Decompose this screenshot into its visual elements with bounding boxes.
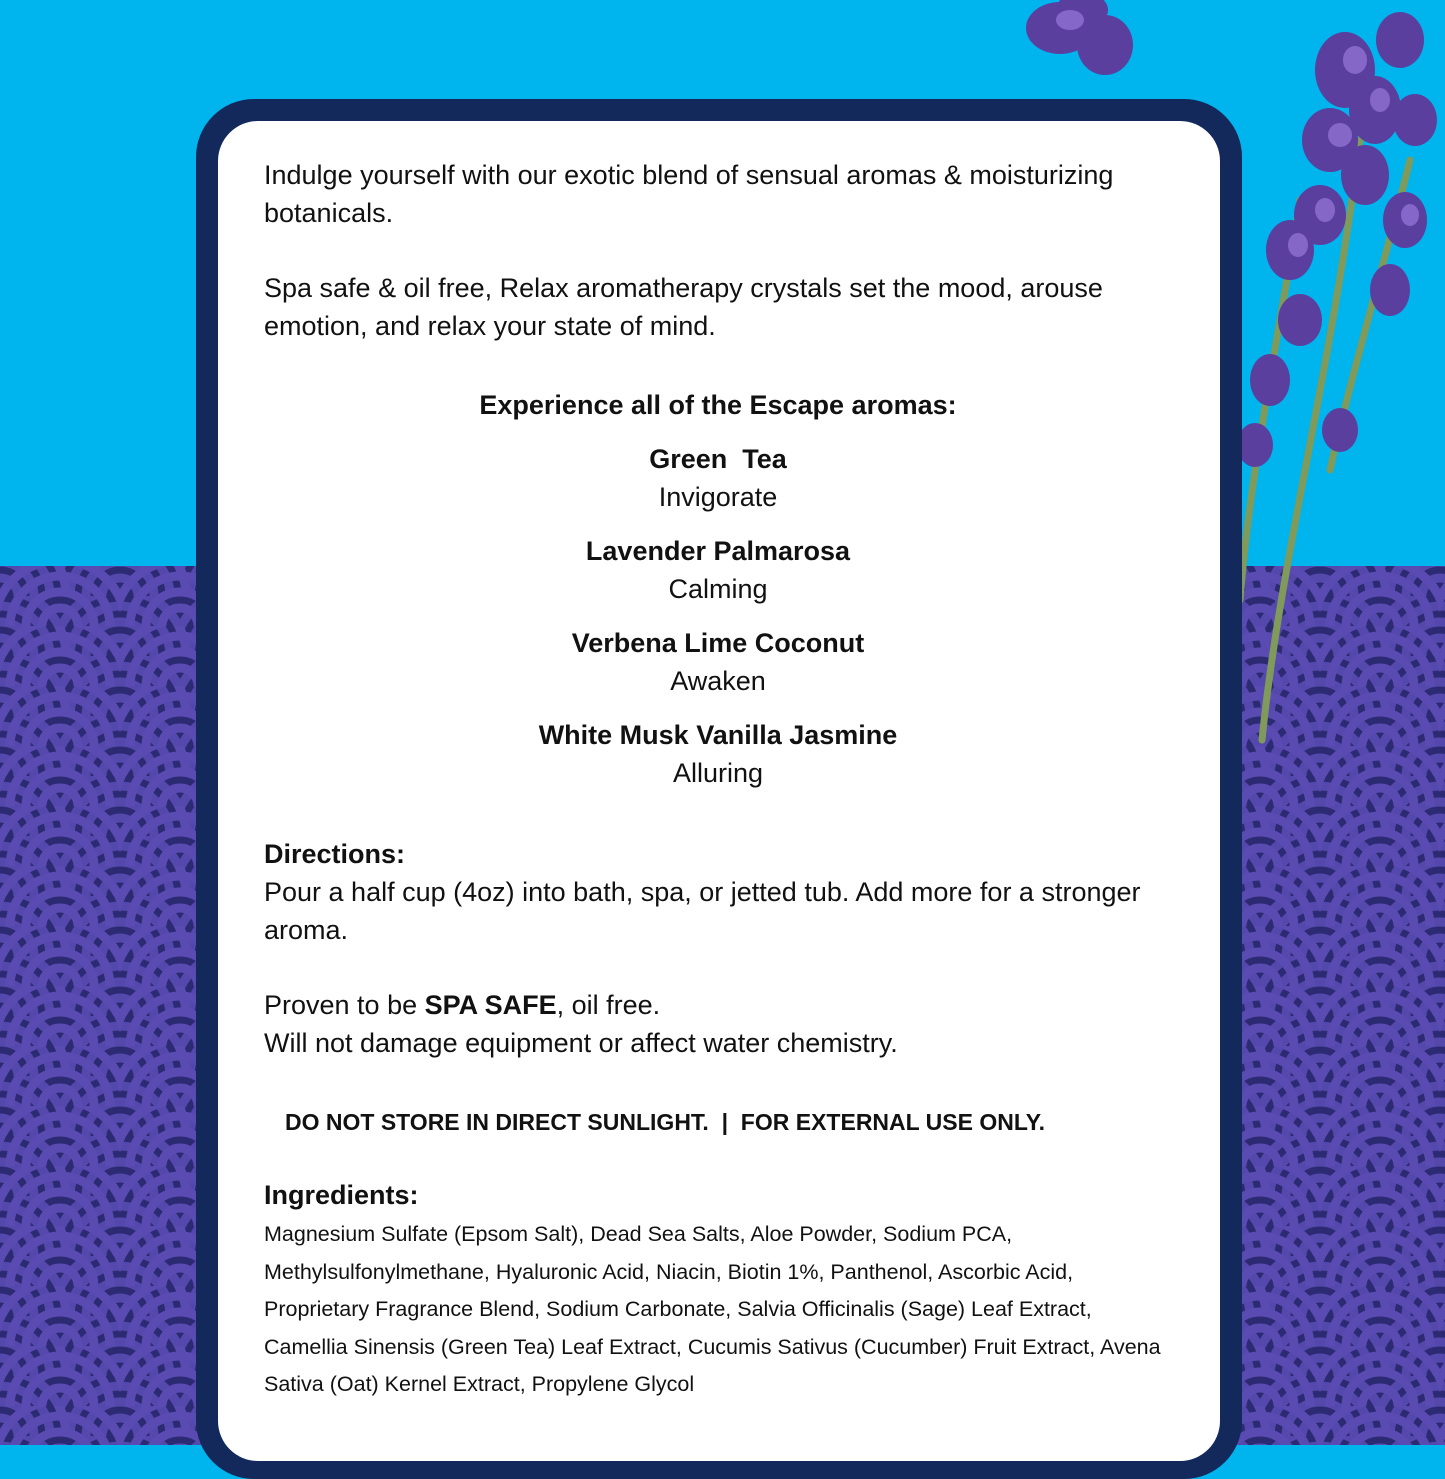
aroma-item	[264, 716, 1172, 792]
intro-paragraph-2: Spa safe & oil free, Relax aromatherapy crystals set the mood, arouse emotion, and relax your state of mind.	[264, 273, 1103, 341]
equipment-note: Will not damage equipment or affect water chemistry.	[264, 1028, 898, 1058]
aroma-effect: Alluring	[672, 758, 764, 788]
spa-safe-line	[264, 986, 1194, 1024]
aroma-effect: Invigorate	[658, 482, 778, 512]
warning-text: DO NOT STORE IN DIRECT SUNLIGHT. | FOR EXTERNAL USE ONLY.	[285, 1109, 1045, 1135]
aromas-section	[264, 386, 1172, 792]
aroma-item	[264, 440, 1172, 516]
aroma-item	[264, 624, 1172, 700]
spa-safe-bold: SPA SAFE	[424, 990, 557, 1020]
aroma-name: White Musk Vanilla Jasmine	[538, 720, 898, 750]
ingredients-title: Ingredients:	[264, 1180, 419, 1210]
spa-safe-prefix: Proven to be	[264, 990, 425, 1020]
card-content	[264, 156, 1194, 1404]
ingredients-text: Magnesium Sulfate (Epsom Salt), Dead Sea Salts, Aloe Powder, Sodium PCA, Methylsulfonylmethane, Hyaluronic Acid, Niacin, Biotin 1%, Panthenol, Ascorbic Acid, Proprietary Fragrance Blend, Sodium Carbonate, Salvia Officinalis (Sage) Leaf Extract, Camellia Sinensis (Green Tea) Leaf Extract, Cucumis Sativus (Cucumber) Fruit Extract, Avena Sativa (Oat) Kernel Extract, Propylene Glycol	[264, 1222, 1161, 1396]
aroma-effect: Calming	[668, 574, 768, 604]
aromas-title: Experience all of the Escape aromas:	[479, 390, 957, 420]
aroma-item	[264, 532, 1172, 608]
aroma-name: Verbena Lime Coconut	[571, 628, 865, 658]
spa-safe-suffix: , oil free.	[556, 990, 661, 1020]
aroma-effect: Awaken	[670, 666, 766, 696]
aroma-name: Green Tea	[649, 444, 787, 474]
aroma-name: Lavender Palmarosa	[585, 536, 851, 566]
directions-text: Pour a half cup (4oz) into bath, spa, or jetted tub. Add more for a stronger aroma.	[264, 877, 1141, 945]
directions-title: Directions:	[264, 839, 406, 869]
intro-paragraph-1: Indulge yourself with our exotic blend of sensual aromas & moisturizing botanicals.	[264, 160, 1114, 228]
